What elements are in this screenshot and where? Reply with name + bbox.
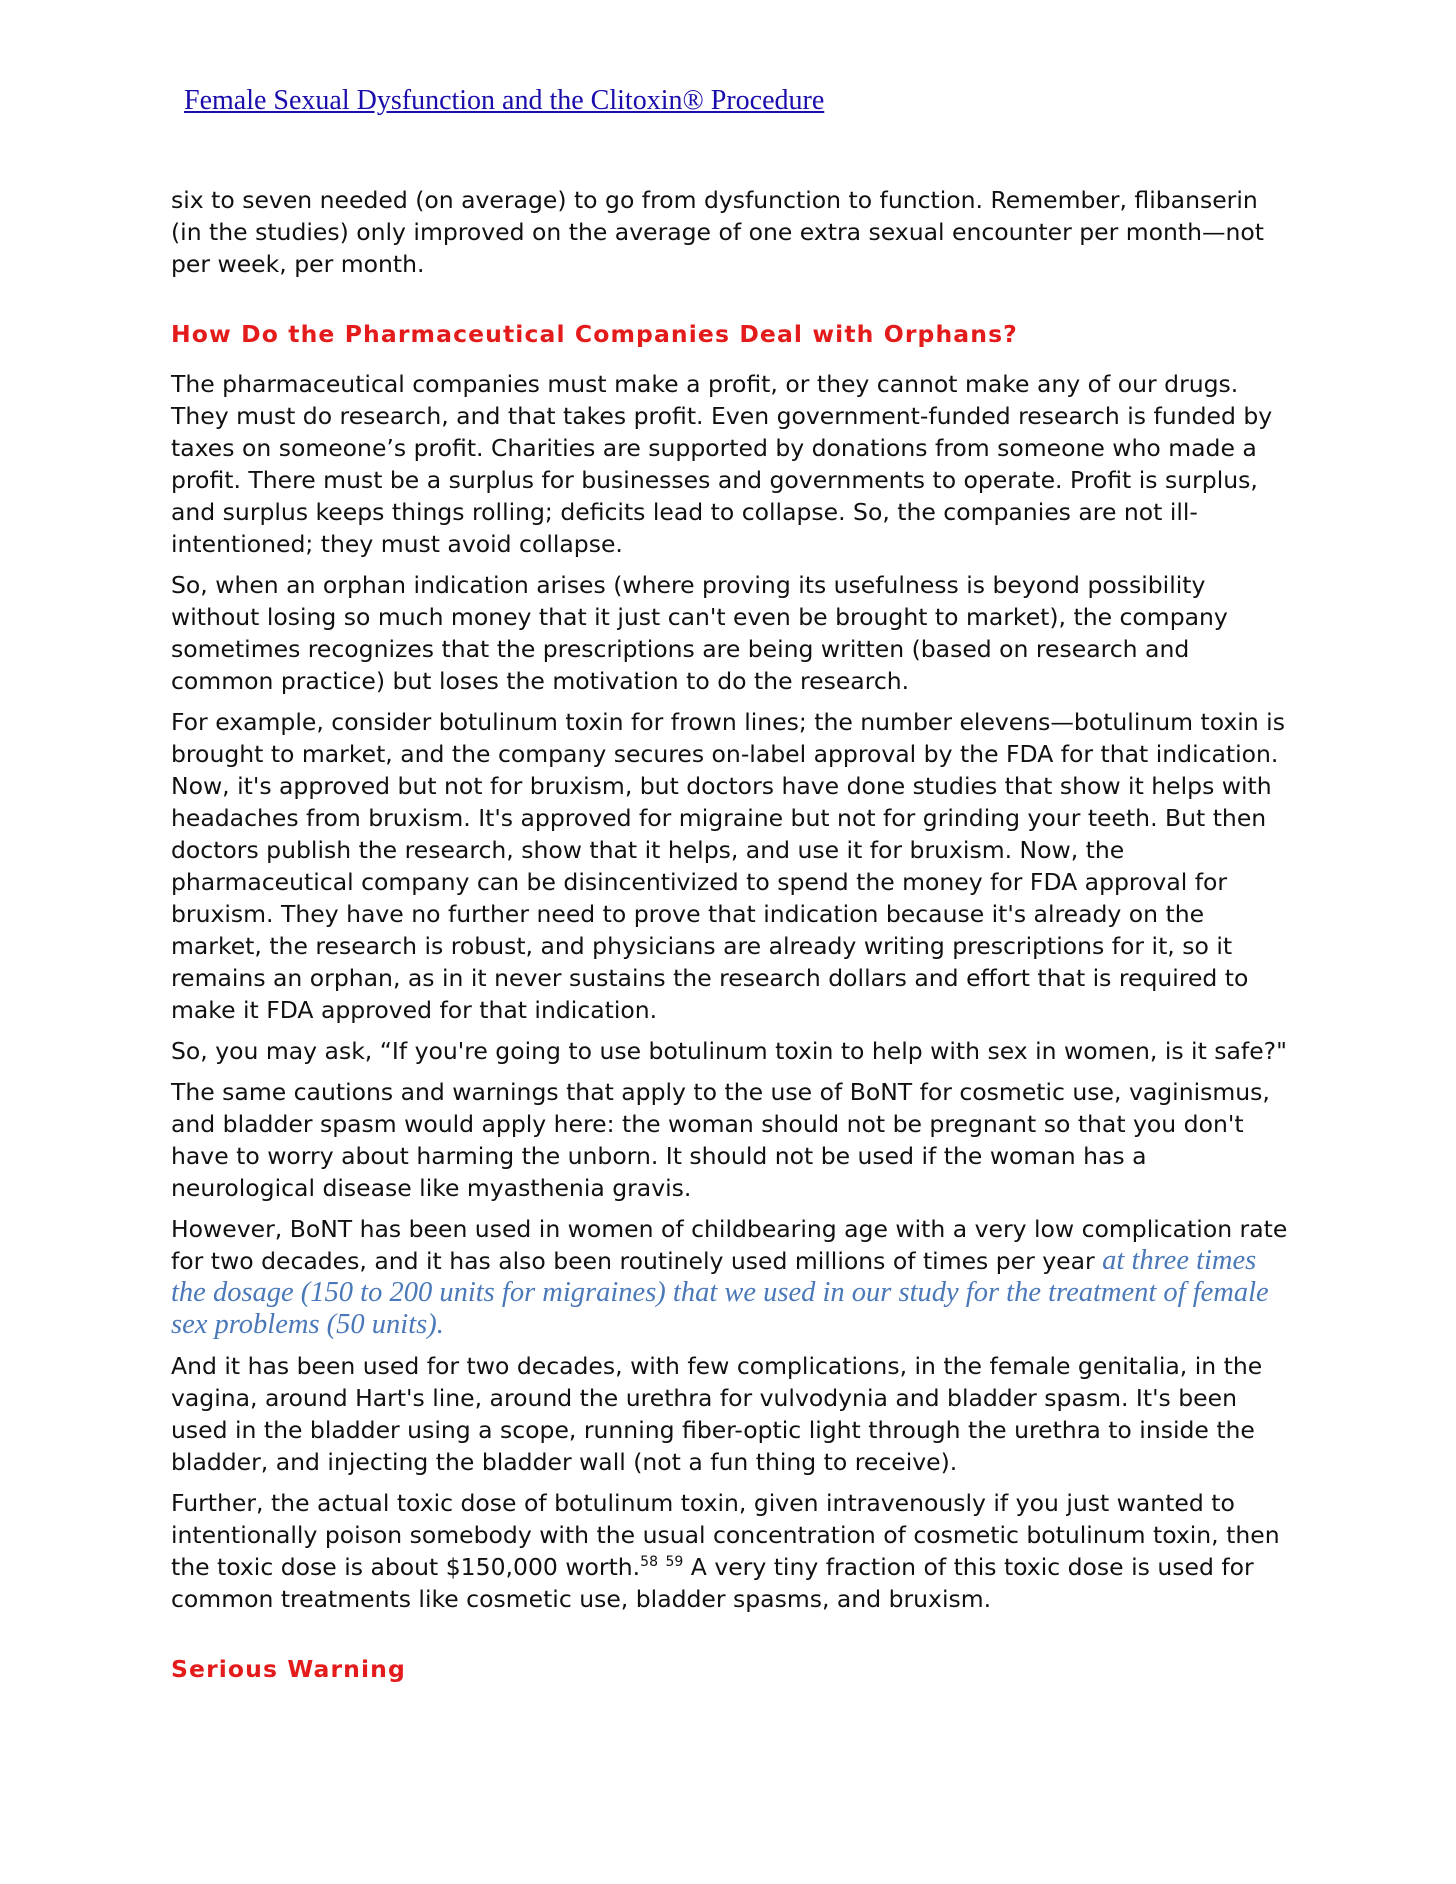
paragraph-profit: The pharmaceutical companies must make a profit, or they cannot make any of our drugs. They must do research, and that takes profit. Even government-funded research is funded by taxes on someone’s profit. Charities are supported by donations from someone who made a profit. There must be a surplus for businesses and governments to operate. Profit is surplus, and surplus keeps things rolling; deficits lead to collapse. So, the companies are not ill-intentioned; they must avoid collapse. bbox=[171, 370, 1273, 558]
footnote-ref-59[interactable]: 59 bbox=[665, 1554, 684, 1571]
paragraph-orphan-indication: So, when an orphan indication arises (where proving its usefulness is beyond possibility without losing so much money that it just can't even be brought to market), the company sometimes recognizes that the prescriptions are being written (based on research and common practice) but loses the motivation to do the research. bbox=[171, 571, 1228, 695]
body-text bbox=[171, 184, 1293, 1685]
paragraph-complication-rate bbox=[171, 1213, 1293, 1341]
intro-paragraph: six to seven needed (on average) to go from dysfunction to function. Remember, flibanserin (in the studies) only improved on the average of one extra sexual encounter per month—not per week, per month. bbox=[171, 186, 1264, 278]
toxic-dose-text: Further, the actual toxic dose of botulinum toxin, given intravenously if you just wanted to intentionally poison somebody with the usual concentration of cosmetic botulinum toxin, then the toxic dose is about $150,000 worth. bbox=[171, 1489, 1280, 1581]
paragraph-genital-use: And it has been used for two decades, with few complications, in the female genitalia, in the vagina, around Hart's line, around the urethra for vulvodynia and bladder spasm. It's been used in the bladder using a scope, running fiber-optic light through the urethra to inside the bladder, and injecting the bladder wall (not a fun thing to receive). bbox=[171, 1352, 1263, 1476]
paragraph-cautions: The same cautions and warnings that apply to the use of BoNT for cosmetic use, vaginismus, and bladder spasm would apply here: the woman should not be pregnant so that you don't have to worry about harming the unborn. It should not be used if the woman has a neurological disease like myasthenia gravis. bbox=[171, 1078, 1270, 1202]
complication-rate-text: However, BoNT has been used in women of childbearing age with a very low complication rate for two decades, and it has also been routinely used millions of times per year bbox=[171, 1215, 1288, 1275]
dosage-emphasis: at three times the dosage (150 to 200 units for migraines) that we used in our study for the treatment of female sex problems (50 units). bbox=[171, 1245, 1269, 1340]
paragraph-toxic-dose bbox=[171, 1487, 1293, 1615]
section-heading-orphans: How Do the Pharmaceutical Companies Deal with Orphans? bbox=[171, 320, 1018, 348]
paragraph-botulinum-example: For example, consider botulinum toxin for frown lines; the number elevens—botulinum toxin is brought to market, and the company secures on-label approval by the FDA for that indication. Now, it's approved but not for bruxism, but doctors have done studies that show it helps with headaches from bruxism. It's approved for migraine but not for grinding your teeth. But then doctors publish the research, show that it helps, and use it for bruxism. Now, the pharmaceutical company can be disincentivized to spend the money for FDA approval for bruxism. They have no further need to prove that indication because it's already on the market, the research is robust, and physicians are already writing prescriptions for it, so it remains an orphan, as in it never sustains the research dollars and effort that is required to make it FDA approved for that indication. bbox=[171, 708, 1285, 1024]
footnote-ref-58[interactable]: 58 bbox=[640, 1554, 658, 1571]
paragraph-safety-question: So, you may ask, “If you're going to use botulinum toxin to help with sex in women, is it safe?" bbox=[171, 1037, 1287, 1065]
running-header-link[interactable]: Female Sexual Dysfunction and the Clitoxin® Procedure bbox=[184, 85, 825, 116]
toxic-dose-tail: A very tiny fraction of this toxic dose is used for common treatments like cosmetic use, bladder spasms, and bruxism. bbox=[171, 1553, 1254, 1613]
section-heading-serious-warning: Serious Warning bbox=[171, 1655, 406, 1683]
